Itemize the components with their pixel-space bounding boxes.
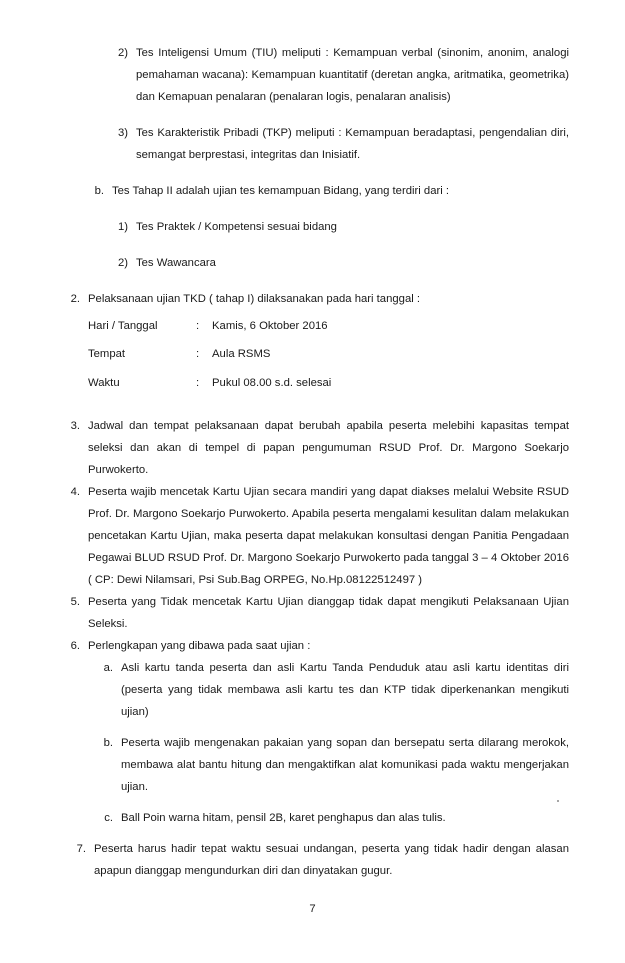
schedule-table [56,312,569,397]
scan-artifact-dot [557,800,559,802]
list-text: Pelaksanaan ujian TKD ( tahap I) dilaksanakan pada hari tanggal : [88,293,421,306]
page-number: 7 [309,903,316,915]
spacer [56,397,569,415]
list-item-hadir-tepat-waktu [56,838,569,882]
list-item-perlengkapan [56,635,569,657]
schedule-row-hari-tanggal [88,312,569,340]
list-item-wawancara [56,252,569,274]
list-item-cetak-kartu [56,481,569,591]
list-item-tidak-cetak [56,591,569,635]
spacer [56,108,569,122]
schedule-colon: : [196,320,200,333]
list-marker: 3) [117,127,128,140]
schedule-colon: : [196,348,200,361]
spacer [56,238,569,252]
schedule-row-waktu [88,369,569,397]
spacer [56,274,569,288]
list-marker: 6. [70,640,80,652]
schedule-row-tempat [88,340,569,368]
list-marker: c. [104,812,113,825]
list-text: Peserta wajib mencetak Kartu Ujian secara mandiri yang dapat diakses melalui Website RSUD Prof. Dr. Margono Soekarjo Purwokerto. Apabila peserta mengalami kesulitan dalam melakukan pencetakan Kartu Ujian, maka peserta dapat melakukan konsultasi dengan Panitia Pengadaan Pegawai BLUD RSUD Prof. Dr. Margono Soekarjo Purwokerto pada tanggal 3 – 4 Oktober 2016 ( CP: Dewi Nilamsari, Psi Sub.Bag ORPEG, No.Hp.08122512497 ) [88,485,569,586]
spacer [56,166,569,180]
list-text: Peserta harus hadir tepat waktu sesuai undangan, peserta yang tidak hadir dengan alasan apapun dianggap mengundurkan diri dan dinyatakan gugur. [94,843,569,878]
list-item-jadwal-tempat [56,415,569,481]
spacer [56,829,569,838]
schedule-value: Aula RSMS [212,348,271,361]
list-item-pelaksanaan-tkd [56,288,569,310]
list-marker: 2) [117,257,128,270]
list-marker: 1) [117,221,128,234]
list-text: Tes Inteligensi Umum (TIU) meliputi : Kemampuan verbal (sinonim, anonim, analogi pemahaman wacana): Kemampuan kuantitatif (deretan angka, aritmatika, geometrika) dan Kemapuan penalaran (penalaran logis, penalaran analisis) [136,47,569,104]
list-text: Jadwal dan tempat pelaksanaan dapat berubah apabila peserta melebihi kapasitas tempat seleksi dan akan di tempel di papan pengumuman RSUD Prof. Dr. Margono Soekarjo Purwokerto. [88,419,569,476]
list-text: Peserta wajib mengenakan pakaian yang sopan dan bersepatu serta dilarang merokok, membawa alat bantu hitung dan mengaktifkan alat komunikasi pada waktu mengerjakan ujian. [121,737,569,794]
list-marker: b. [103,737,113,750]
list-text: Tes Karakteristik Pribadi (TKP) meliputi : Kemampuan beradaptasi, pengendalian diri, semangat berprestasi, integritas dan Inisiatif. [136,127,569,162]
list-text: Perlengkapan yang dibawa pada saat ujian : [88,640,311,652]
list-text: Tes Tahap II adalah ujian tes kemampuan Bidang, yang terdiri dari : [112,185,450,198]
list-marker: 5. [70,595,80,608]
list-marker: 4. [70,485,80,498]
schedule-label: Tempat [88,348,126,361]
list-text: Tes Praktek / Kompetensi sesuai bidang [136,221,337,234]
schedule-value: Pukul 08.00 s.d. selesai [212,376,332,389]
document-body [56,42,569,882]
spacer [56,202,569,216]
list-item-tahap-dua [56,180,569,202]
schedule-colon: : [196,376,200,389]
list-text: Asli kartu tanda peserta dan asli Kartu Tanda Penduduk atau asli kartu identitas diri (peserta yang tidak membawa asli kartu tes dan KTP tidak diperkenankan mengikuti ujian) [121,662,569,719]
list-marker: 3. [70,419,80,432]
list-item-pakaian-sopan [56,732,569,798]
list-item-asli-kartu [56,657,569,723]
list-text: Tes Wawancara [136,257,216,270]
list-marker: 7. [76,843,86,856]
schedule-label: Waktu [88,376,120,389]
spacer [56,723,569,732]
schedule-label: Hari / Tanggal [88,320,158,333]
list-marker: a. [103,662,113,675]
list-marker: b. [94,185,104,198]
list-item-tiu [56,42,569,108]
list-item-tkp [56,122,569,166]
list-marker: 2) [117,47,128,59]
list-text: Ball Poin warna hitam, pensil 2B, karet penghapus dan alas tulis. [121,812,446,825]
list-text: Peserta yang Tidak mencetak Kartu Ujian dianggap tidak dapat mengikuti Pelaksanaan Ujian Seleksi. [88,595,569,630]
list-marker: 2. [70,293,80,306]
list-item-praktek [56,216,569,238]
spacer [56,798,569,807]
list-item-alat-tulis [56,807,569,829]
schedule-value: Kamis, 6 Oktober 2016 [212,320,328,333]
